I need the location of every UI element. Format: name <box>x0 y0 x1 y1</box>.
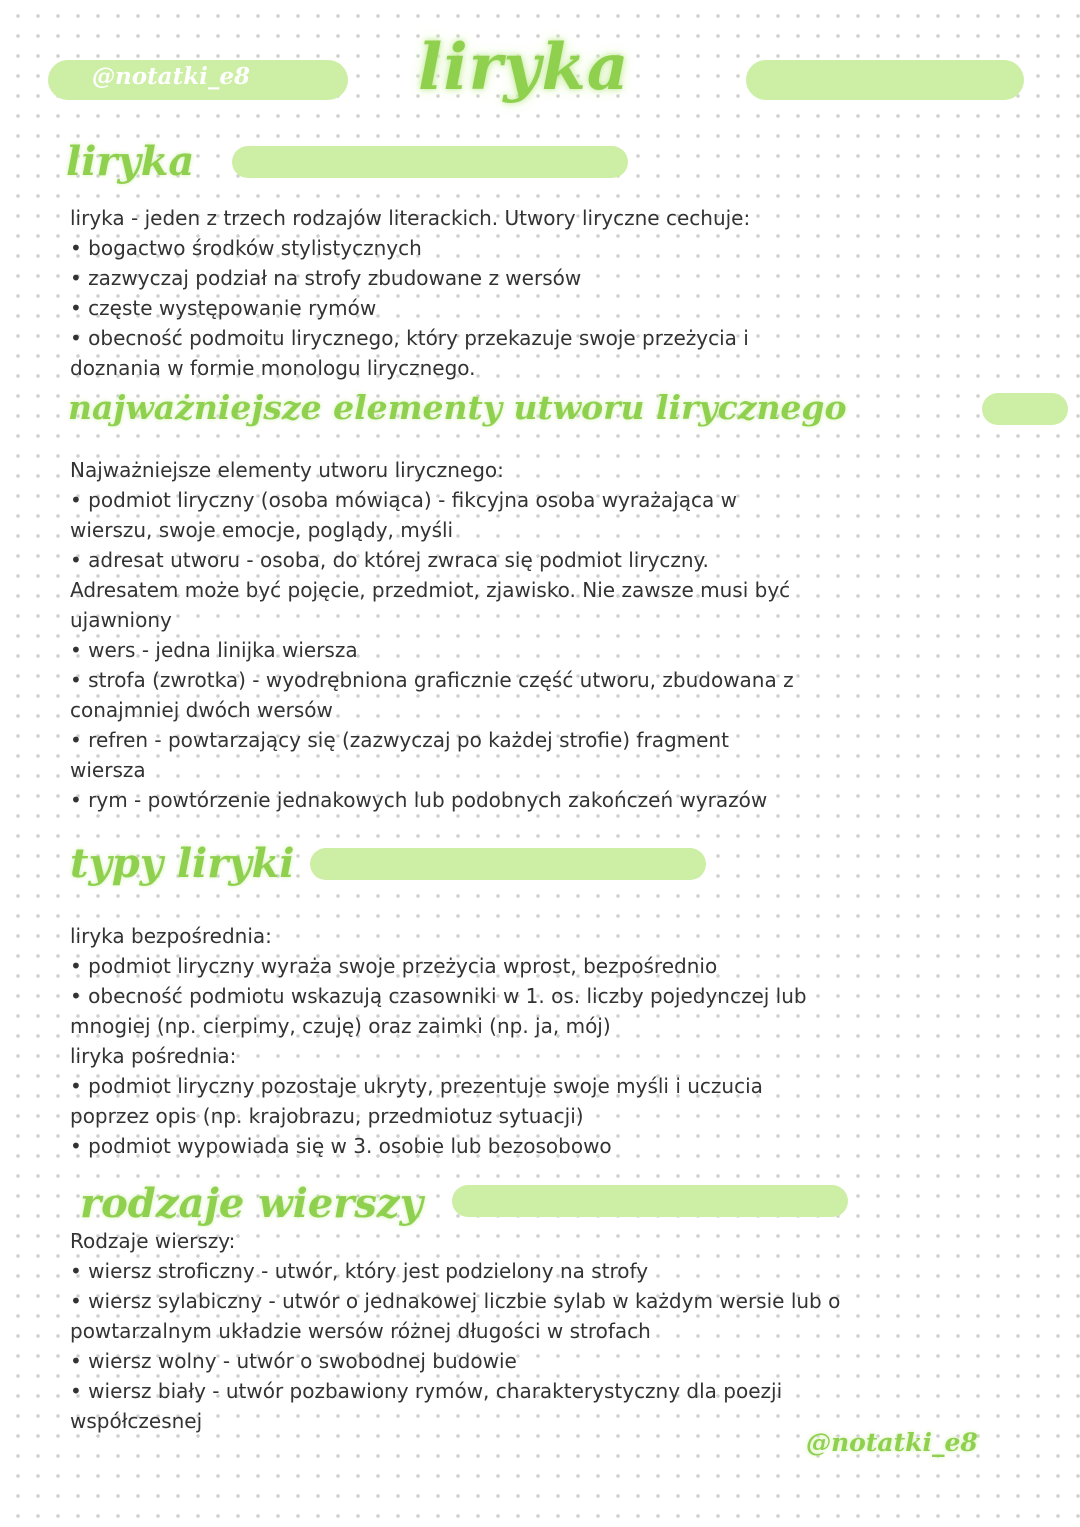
text-line: • zazwyczaj podział na strofy zbudowane z wersów <box>70 266 582 290</box>
text-line: wiersza <box>70 758 146 782</box>
section-heading-pill <box>310 848 706 880</box>
text-line: wierszu, swoje emocje, poglądy, myśli <box>70 518 454 542</box>
text-line: Najważniejsze elementy utworu lirycznego: <box>70 458 504 482</box>
text-line: • wers - jedna linijka wiersza <box>70 638 358 662</box>
page-title: liryka <box>418 30 630 105</box>
text-line: • częste występowanie rymów <box>70 296 377 320</box>
text-line: współczesnej <box>70 1409 203 1433</box>
text-line: Adresatem może być pojęcie, przedmiot, zjawisko. Nie zawsze musi być <box>70 578 791 602</box>
text-line: • podmiot liryczny (osoba mówiąca) - fikcyjna osoba wyrażająca w <box>70 488 737 512</box>
section-heading-typy: typy liryki <box>70 840 295 887</box>
section-heading-pill <box>452 1185 848 1217</box>
section-body-rodzaje <box>70 1226 840 1436</box>
text-line: Rodzaje wierszy: <box>70 1229 236 1253</box>
text-line: • refren - powtarzający się (zazwyczaj po każdej strofie) fragment <box>70 728 729 752</box>
section-body-liryka <box>70 203 750 383</box>
text-line: mnogiej (np. cierpimy, czuję) oraz zaimki (np. ja, mój) <box>70 1014 611 1038</box>
text-line: • obecność podmoitu lirycznego, który przekazuje swoje przeżycia i <box>70 326 749 350</box>
section-heading-elementy: najważniejsze elementy utworu lirycznego <box>68 388 847 427</box>
header-handle: @notatki_e8 <box>92 63 251 90</box>
text-line: liryka - jeden z trzech rodzajów literackich. Utwory liryczne cechuje: <box>70 206 751 230</box>
text-line: ujawniony <box>70 608 172 632</box>
text-line: • wiersz wolny - utwór o swobodnej budowie <box>70 1349 517 1373</box>
text-line: • wiersz sylabiczny - utwór o jednakowej liczbie sylab w każdym wersie lub o <box>70 1289 841 1313</box>
text-line: • strofa (zwrotka) - wyodrębniona graficznie część utworu, zbudowana z <box>70 668 794 692</box>
text-line: • wiersz stroficzny - utwór, który jest podzielony na strofy <box>70 1259 649 1283</box>
text-line: liryka pośrednia: <box>70 1044 237 1068</box>
section-body-typy <box>70 921 807 1161</box>
header-handle-pill <box>48 60 348 100</box>
text-line: • podmiot liryczny wyraża swoje przeżycia wprost, bezpośrednio <box>70 954 718 978</box>
text-line: conajmniej dwóch wersów <box>70 698 333 722</box>
section-heading-liryka: liryka <box>66 138 195 185</box>
section-heading-rodzaje: rodzaje wierszy <box>80 1180 423 1227</box>
text-line: doznania w formie monologu lirycznego. <box>70 356 476 380</box>
text-line: • bogactwo środków stylistycznych <box>70 236 422 260</box>
text-line: • wiersz biały - utwór pozbawiony rymów, charakterystyczny dla poezji <box>70 1379 783 1403</box>
section-body-elementy <box>70 455 794 815</box>
text-line: • rym - powtórzenie jednakowych lub podobnych zakończeń wyrazów <box>70 788 768 812</box>
text-line: powtarzalnym układzie wersów różnej długości w strofach <box>70 1319 651 1343</box>
section-heading-pill <box>232 146 628 178</box>
header-right-pill <box>746 60 1024 100</box>
text-line: • obecność podmiotu wskazują czasowniki w 1. os. liczby pojedynczej lub <box>70 984 807 1008</box>
text-line: • adresat utworu - osoba, do której zwraca się podmiot liryczny. <box>70 548 709 572</box>
text-line: • podmiot wypowiada się w 3. osobie lub bezosobowo <box>70 1134 612 1158</box>
text-line: • podmiot liryczny pozostaje ukryty, prezentuje swoje myśli i uczucia <box>70 1074 763 1098</box>
footer-handle: @notatki_e8 <box>806 1428 978 1457</box>
text-line: liryka bezpośrednia: <box>70 924 272 948</box>
section-heading-pill <box>982 393 1068 425</box>
text-line: poprzez opis (np. krajobrazu, przedmiotuz sytuacji) <box>70 1104 584 1128</box>
